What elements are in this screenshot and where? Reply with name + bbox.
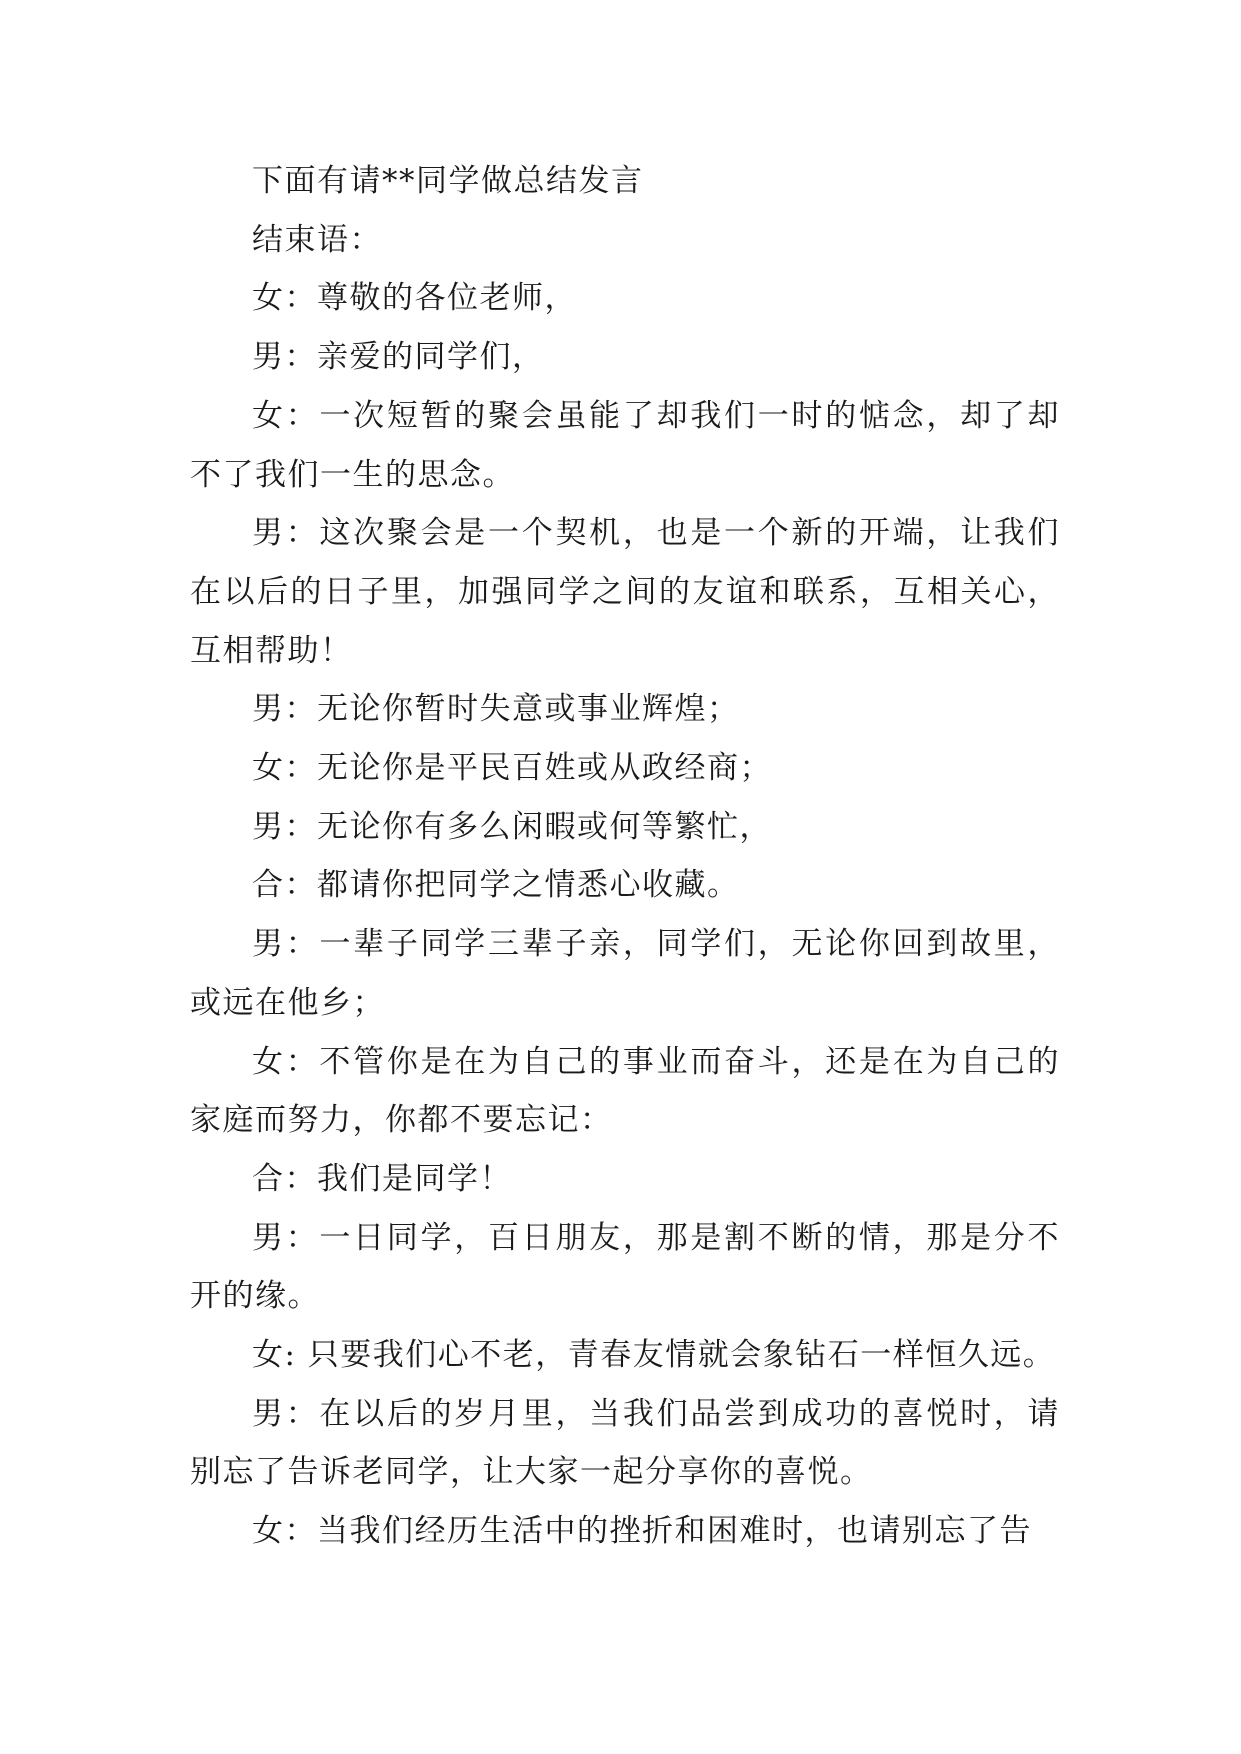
- paragraph-closing-heading: 结束语：: [252, 221, 382, 258]
- paragraph-male-whether-setback: 男：无论你暂时失意或事业辉煌；: [252, 691, 740, 728]
- paragraph-male-classmates: 男：亲爱的同学们，: [252, 339, 545, 376]
- paragraph-closing-speech-intro: 下面有请**同学做总结发言: [252, 163, 644, 199]
- paragraph-male-one-day-classmates: 男：一日同学，百日朋友，那是割不断的情，那是分不开的缘。: [190, 1219, 1060, 1315]
- paragraph-together-we-are-classmates: 合：我们是同学！: [252, 1160, 512, 1197]
- paragraph-female-short-gathering: 女：一次短暂的聚会虽能了却我们一时的惦念，却了却不了我们一生的思念。: [190, 397, 1060, 493]
- paragraph-female-hardship: 女：当我们经历生活中的挫折和困难时，也请别忘了告: [252, 1513, 1032, 1550]
- paragraph-together-cherish: 合：都请你把同学之情悉心收藏。: [252, 867, 740, 904]
- paragraph-female-teachers: 女：尊敬的各位老师，: [252, 280, 577, 317]
- paragraph-male-lifelong-classmates: 男：一辈子同学三辈子亲，同学们，无论你回到故里，或远在他乡；: [190, 926, 1060, 1021]
- paragraph-male-share-joy: 男：在以后的岁月里，当我们品尝到成功的喜悦时，请别忘了告诉老同学，让大家一起分享你的喜悦。: [190, 1395, 1060, 1491]
- paragraph-male-whether-busy: 男：无论你有多么闲暇或何等繁忙，: [252, 808, 772, 845]
- paragraph-male-new-beginning: 男：这次聚会是一个契机，也是一个新的开端，让我们在以后的日子里，加强同学之间的友谊和联系，互相关心，互相帮助！: [190, 515, 1060, 669]
- paragraph-female-do-not-forget: 女：不管你是在为自己的事业而奋斗，还是在为自己的家庭而努力，你都不要忘记：: [190, 1043, 1060, 1139]
- document-body: [190, 152, 1060, 1561]
- paragraph-female-whether-civilian: 女：无论你是平民百姓或从政经商；: [252, 750, 772, 787]
- paragraph-female-young-hearts: 女: 只要我们心不老，青春友情就会象钻石一样恒久远。: [252, 1337, 1056, 1374]
